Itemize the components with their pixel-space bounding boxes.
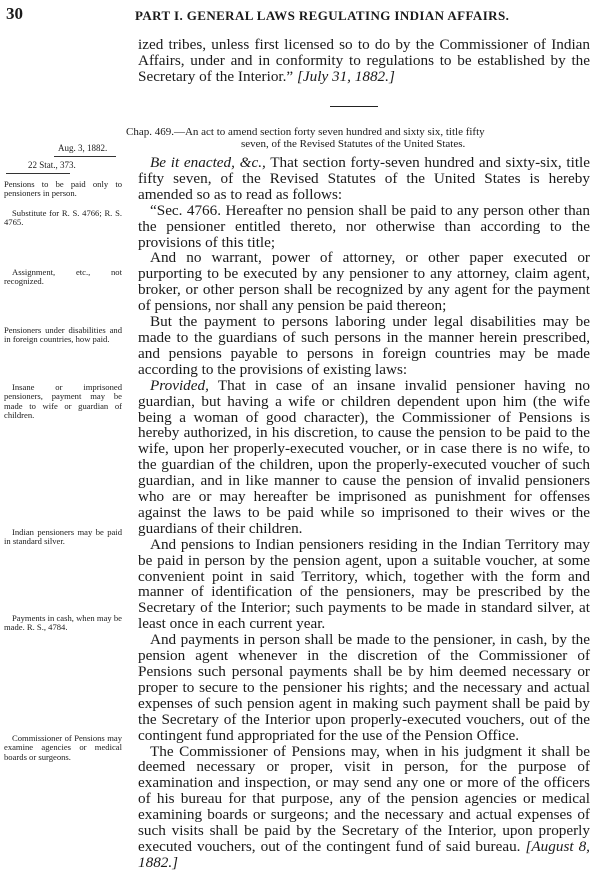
approval-date: [August 8, 1882.] [138,837,590,871]
margin-note-pensions-only [4,180,122,199]
disabilities-paragraph: But the payment to persons laboring under legal disabilities may be made to the guardians of such persons in the manner herein prescribed, and pensions payable to persons in foreign countries may be made according to the provisions of existing laws: [138,313,590,378]
proviso-word: Provided, [150,376,209,394]
margin-note-insane [4,383,122,421]
margin-note-text: Insane or imprisoned pensioners, payment may be made to wife or guardian of children. [4,382,122,421]
cash-payments-paragraph: And payments in person shall be made to the pensioner, in cash, by the pension agent whenever in the discretion of the Commissioner of Pensions such personal payments shall be by him deemed necessary or proper to secure to the pensioner his rights; and the necessary and actual expenses of such pension agent in making such payment shall be paid by the Secretary of the Interior upon properly-executed vouchers, out of the contingent fund appropriated for the use of the Pension Office. [138,631,590,744]
indian-pensioners-paragraph: And pensions to Indian pensioners residing in the Indian Territory may be paid in person by the pension agent, upon a suitable voucher, at some convenient point in said Territory, which, together with the form and manner of identification of the pensioners, may be prescribed by the Secretary of the Interior; such payments to be made in standard silver, at least once in each current year. [138,535,590,633]
margin-note-substitute [4,209,122,228]
margin-date: Aug. 3, 1882. [58,143,108,153]
chapter-heading [126,126,588,150]
intro-date: [July 31, 1882.] [296,67,395,85]
margin-note-commissioner [4,734,122,762]
margin-note-payments [4,614,122,633]
commissioner-paragraph [138,744,590,871]
margin-note-assignment [4,268,122,287]
margin-note-text: Indian pensioners may be paid in standard silver. [4,527,122,547]
section-divider [330,106,378,107]
margin-note-indian [4,528,122,547]
chapter-heading-line2: seven, of the Revised Statutes of the United States. [241,138,466,150]
intro-paragraph [138,37,590,85]
enacting-clause [138,155,590,203]
margin-note-disabilities [4,326,122,345]
proviso-paragraph [138,378,590,537]
margin-note-text: Pensions to be paid only to pensioners in person. [4,179,122,199]
running-head: PART I. GENERAL LAWS REGULATING INDIAN AFFAIRS. [135,8,510,23]
margin-note-text: Assignment, etc., not recognized. [4,267,122,287]
margin-note-text: Substitute for R. S. 4766; R. S. 4765. [4,208,122,228]
commissioner-text: The Commissioner of Pensions may, when in his judgment it shall be deemed necessary or proper, visit in person, for the purpose of examination and inspection, or may send any one or more of the officers of his bureau for that purpose, any of the pension agencies or medical examining boards or surgeons; and the necessary and actual expenses of such visits shall be paid by the Secretary of the Interior, upon properly executed vouchers, out of the contingent fund of said bureau. [138,742,590,855]
margin-note-text: Commissioner of Pensions may examine agencies or medical boards or surgeons. [4,733,122,762]
margin-statute: 22 Stat., 373. [28,160,76,170]
margin-date-rule [54,156,116,157]
enacting-words: Be it enacted, &c., [150,154,266,171]
margin-statute-rule [6,173,70,174]
enacting-text: That section forty-seven hundred and sixty-six, title fifty seven, of the Revised Statutes of the United States is hereby amended so as to read as follows: [138,154,590,203]
margin-note-text: Payments in cash, when may be made. R. S., 4784. [4,613,122,633]
margin-note-text: Pensioners under disabilities and in foreign countries, how paid. [4,325,122,345]
intro-text: ized tribes, unless first licensed so to do by the Commissioner of Indian Affairs, under and in conformity to regulations to be established by the Secretary of the Interior.” [138,36,590,85]
chapter-heading-line1: Chap. 469.—An act to amend section forty seven hundred and sixty six, title fifty [126,126,485,138]
act-body [138,155,590,871]
assignment-paragraph: And no warrant, power of attorney, or other paper executed or purporting to be executed by any pensioner to any attorney, claim agent, broker, or other person shall be recognized by any agent for the payment of pensions, nor shall any pension be paid thereon; [138,249,590,315]
proviso-text: That in case of an insane invalid pensioner having no guardian, but having a wife or children dependent upon him (the wife being a woman of good character), the Commissioner of Pensions is hereby authorized, in his discretion, to cause the pension to be paid to the wife, upon her properly-executed voucher, or in case there is no wife, to the guardian of the children, upon the properly-executed voucher of such guardian, and in like manner to cause the pension of invalid pensioners who are or may hereafter be imprisoned as punishment for offenses against the laws to be paid while so imprisoned to their wives or the guardians of their children. [138,376,590,537]
page-number: 30 [6,4,23,23]
section-4766-paragraph: “Sec. 4766. Hereafter no pension shall be paid to any person other than the pensioner entitled thereto, nor otherwise than according to the provisions of this title; [138,201,590,251]
